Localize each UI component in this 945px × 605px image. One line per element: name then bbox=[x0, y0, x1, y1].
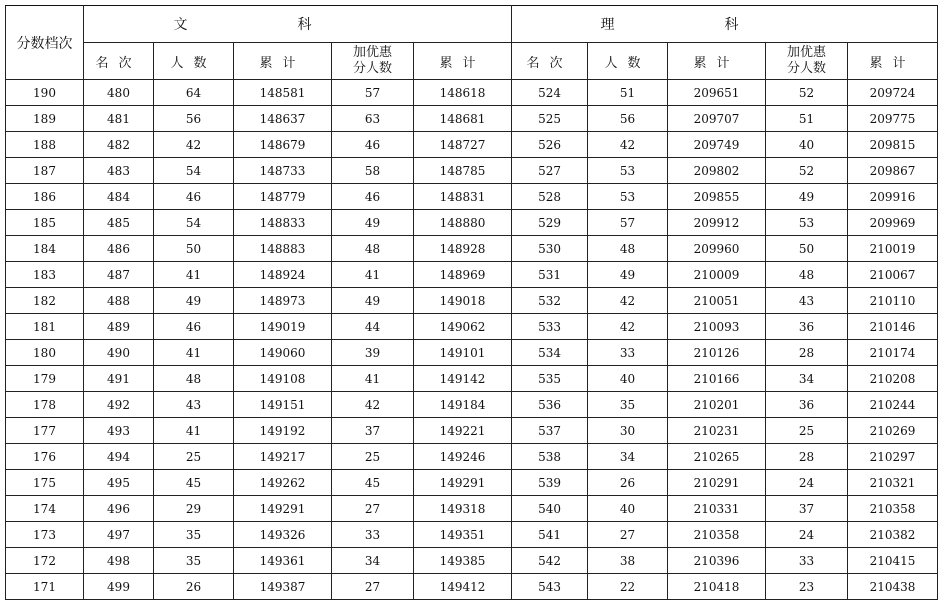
arts-cumulative-cell: 148581 bbox=[234, 80, 332, 106]
science-bonus-cumulative-cell: 209867 bbox=[848, 158, 938, 184]
arts-cumulative-cell: 149361 bbox=[234, 548, 332, 574]
science-rank-cell: 529 bbox=[512, 210, 588, 236]
arts-cumulative-cell: 148679 bbox=[234, 132, 332, 158]
table-row bbox=[6, 158, 938, 184]
arts-bonus-cumulative-cell: 148727 bbox=[414, 132, 512, 158]
table-row bbox=[6, 574, 938, 600]
table-row bbox=[6, 262, 938, 288]
science-bonus-count-cell: 34 bbox=[766, 366, 848, 392]
arts-rank-cell: 498 bbox=[84, 548, 154, 574]
header-row-columns bbox=[6, 43, 938, 80]
score-tier-cell: 182 bbox=[6, 288, 84, 314]
header-row-groups bbox=[6, 6, 938, 43]
arts-bonus-cumulative-cell: 149142 bbox=[414, 366, 512, 392]
science-bonus-count-cell: 53 bbox=[766, 210, 848, 236]
arts-cumulative-cell: 149217 bbox=[234, 444, 332, 470]
arts-cumulative-cell: 148637 bbox=[234, 106, 332, 132]
header-science-count: 人数 bbox=[588, 43, 668, 80]
arts-rank-cell: 489 bbox=[84, 314, 154, 340]
arts-bonus-count-cell: 49 bbox=[332, 288, 414, 314]
arts-cumulative-cell: 149326 bbox=[234, 522, 332, 548]
science-bonus-count-cell: 36 bbox=[766, 392, 848, 418]
science-bonus-cumulative-cell: 210269 bbox=[848, 418, 938, 444]
science-bonus-count-cell: 24 bbox=[766, 470, 848, 496]
arts-rank-cell: 484 bbox=[84, 184, 154, 210]
header-science-bonus-cumulative: 累计 bbox=[848, 43, 938, 80]
science-bonus-cumulative-cell: 210244 bbox=[848, 392, 938, 418]
arts-bonus-count-cell: 57 bbox=[332, 80, 414, 106]
science-rank-cell: 532 bbox=[512, 288, 588, 314]
science-bonus-cumulative-cell: 209916 bbox=[848, 184, 938, 210]
science-count-cell: 42 bbox=[588, 132, 668, 158]
science-count-cell: 30 bbox=[588, 418, 668, 444]
score-tier-cell: 186 bbox=[6, 184, 84, 210]
arts-rank-cell: 495 bbox=[84, 470, 154, 496]
science-cumulative-cell: 210291 bbox=[668, 470, 766, 496]
science-bonus-count-cell: 52 bbox=[766, 80, 848, 106]
science-rank-cell: 531 bbox=[512, 262, 588, 288]
score-tier-cell: 183 bbox=[6, 262, 84, 288]
arts-bonus-cumulative-cell: 149184 bbox=[414, 392, 512, 418]
arts-cumulative-cell: 149192 bbox=[234, 418, 332, 444]
arts-bonus-count-cell: 27 bbox=[332, 496, 414, 522]
arts-cumulative-cell: 149262 bbox=[234, 470, 332, 496]
arts-bonus-count-cell: 45 bbox=[332, 470, 414, 496]
table-header bbox=[6, 6, 938, 80]
science-bonus-count-cell: 28 bbox=[766, 340, 848, 366]
science-rank-cell: 530 bbox=[512, 236, 588, 262]
science-count-cell: 42 bbox=[588, 314, 668, 340]
arts-bonus-cumulative-cell: 148785 bbox=[414, 158, 512, 184]
arts-rank-cell: 499 bbox=[84, 574, 154, 600]
science-cumulative-cell: 209912 bbox=[668, 210, 766, 236]
science-bonus-cumulative-cell: 210358 bbox=[848, 496, 938, 522]
arts-rank-cell: 487 bbox=[84, 262, 154, 288]
science-bonus-cumulative-cell: 210019 bbox=[848, 236, 938, 262]
table-row bbox=[6, 184, 938, 210]
science-bonus-cumulative-cell: 209815 bbox=[848, 132, 938, 158]
arts-count-cell: 54 bbox=[154, 210, 234, 236]
science-bonus-count-cell: 24 bbox=[766, 522, 848, 548]
science-bonus-count-cell: 48 bbox=[766, 262, 848, 288]
arts-rank-cell: 486 bbox=[84, 236, 154, 262]
arts-count-cell: 26 bbox=[154, 574, 234, 600]
arts-cumulative-cell: 149387 bbox=[234, 574, 332, 600]
arts-count-cell: 35 bbox=[154, 522, 234, 548]
science-bonus-count-cell: 50 bbox=[766, 236, 848, 262]
science-rank-cell: 533 bbox=[512, 314, 588, 340]
arts-bonus-count-cell: 25 bbox=[332, 444, 414, 470]
science-count-cell: 49 bbox=[588, 262, 668, 288]
arts-bonus-count-cell: 58 bbox=[332, 158, 414, 184]
arts-bonus-cumulative-cell: 149412 bbox=[414, 574, 512, 600]
science-cumulative-cell: 210231 bbox=[668, 418, 766, 444]
science-bonus-cumulative-cell: 210067 bbox=[848, 262, 938, 288]
arts-bonus-count-cell: 63 bbox=[332, 106, 414, 132]
table-row bbox=[6, 340, 938, 366]
science-cumulative-cell: 209960 bbox=[668, 236, 766, 262]
score-tier-cell: 185 bbox=[6, 210, 84, 236]
science-count-cell: 51 bbox=[588, 80, 668, 106]
science-count-cell: 22 bbox=[588, 574, 668, 600]
arts-count-cell: 25 bbox=[154, 444, 234, 470]
science-rank-cell: 540 bbox=[512, 496, 588, 522]
score-tier-cell: 179 bbox=[6, 366, 84, 392]
science-cumulative-cell: 210201 bbox=[668, 392, 766, 418]
arts-count-cell: 48 bbox=[154, 366, 234, 392]
header-arts-bonus-cumulative: 累计 bbox=[414, 43, 512, 80]
science-bonus-cumulative-cell: 210321 bbox=[848, 470, 938, 496]
header-science-cumulative: 累计 bbox=[668, 43, 766, 80]
science-count-cell: 33 bbox=[588, 340, 668, 366]
science-cumulative-cell: 209707 bbox=[668, 106, 766, 132]
science-cumulative-cell: 209855 bbox=[668, 184, 766, 210]
arts-rank-cell: 492 bbox=[84, 392, 154, 418]
arts-bonus-cumulative-cell: 148969 bbox=[414, 262, 512, 288]
arts-bonus-count-cell: 33 bbox=[332, 522, 414, 548]
science-bonus-count-cell: 25 bbox=[766, 418, 848, 444]
science-bonus-cumulative-cell: 210146 bbox=[848, 314, 938, 340]
science-bonus-count-cell: 33 bbox=[766, 548, 848, 574]
arts-bonus-count-cell: 49 bbox=[332, 210, 414, 236]
header-arts-count: 人数 bbox=[154, 43, 234, 80]
science-bonus-cumulative-cell: 210110 bbox=[848, 288, 938, 314]
science-cumulative-cell: 210396 bbox=[668, 548, 766, 574]
science-bonus-count-cell: 28 bbox=[766, 444, 848, 470]
science-count-cell: 42 bbox=[588, 288, 668, 314]
arts-bonus-count-cell: 27 bbox=[332, 574, 414, 600]
arts-rank-cell: 497 bbox=[84, 522, 154, 548]
score-tier-cell: 180 bbox=[6, 340, 84, 366]
arts-rank-cell: 494 bbox=[84, 444, 154, 470]
arts-count-cell: 46 bbox=[154, 314, 234, 340]
arts-count-cell: 41 bbox=[154, 262, 234, 288]
science-cumulative-cell: 210093 bbox=[668, 314, 766, 340]
arts-bonus-cumulative-cell: 148831 bbox=[414, 184, 512, 210]
table-row bbox=[6, 418, 938, 444]
arts-rank-cell: 481 bbox=[84, 106, 154, 132]
header-arts-bonus-count: 加优惠 分人数 bbox=[332, 43, 414, 80]
header-arts-cumulative: 累计 bbox=[234, 43, 332, 80]
science-rank-cell: 525 bbox=[512, 106, 588, 132]
science-cumulative-cell: 209651 bbox=[668, 80, 766, 106]
table-row bbox=[6, 470, 938, 496]
table-row bbox=[6, 548, 938, 574]
science-count-cell: 57 bbox=[588, 210, 668, 236]
table-row bbox=[6, 522, 938, 548]
score-tier-cell: 171 bbox=[6, 574, 84, 600]
science-rank-cell: 527 bbox=[512, 158, 588, 184]
arts-bonus-cumulative-cell: 149018 bbox=[414, 288, 512, 314]
science-bonus-cumulative-cell: 209969 bbox=[848, 210, 938, 236]
arts-bonus-cumulative-cell: 149062 bbox=[414, 314, 512, 340]
arts-rank-cell: 483 bbox=[84, 158, 154, 184]
header-arts-rank: 名次 bbox=[84, 43, 154, 80]
arts-bonus-count-cell: 46 bbox=[332, 132, 414, 158]
arts-bonus-count-cell: 41 bbox=[332, 366, 414, 392]
arts-cumulative-cell: 149108 bbox=[234, 366, 332, 392]
arts-cumulative-cell: 148733 bbox=[234, 158, 332, 184]
science-count-cell: 53 bbox=[588, 158, 668, 184]
science-rank-cell: 537 bbox=[512, 418, 588, 444]
arts-cumulative-cell: 149151 bbox=[234, 392, 332, 418]
science-bonus-count-cell: 52 bbox=[766, 158, 848, 184]
score-tier-cell: 188 bbox=[6, 132, 84, 158]
header-arts-group: 文科 bbox=[84, 6, 512, 43]
science-bonus-count-cell: 36 bbox=[766, 314, 848, 340]
science-bonus-count-cell: 23 bbox=[766, 574, 848, 600]
arts-cumulative-cell: 148973 bbox=[234, 288, 332, 314]
science-cumulative-cell: 210009 bbox=[668, 262, 766, 288]
science-bonus-count-cell: 40 bbox=[766, 132, 848, 158]
science-count-cell: 56 bbox=[588, 106, 668, 132]
arts-count-cell: 41 bbox=[154, 418, 234, 444]
science-cumulative-cell: 210051 bbox=[668, 288, 766, 314]
score-tier-cell: 173 bbox=[6, 522, 84, 548]
science-cumulative-cell: 210126 bbox=[668, 340, 766, 366]
arts-count-cell: 54 bbox=[154, 158, 234, 184]
score-tier-cell: 175 bbox=[6, 470, 84, 496]
arts-bonus-count-cell: 46 bbox=[332, 184, 414, 210]
header-science-rank: 名次 bbox=[512, 43, 588, 80]
arts-rank-cell: 496 bbox=[84, 496, 154, 522]
arts-bonus-cumulative-cell: 149221 bbox=[414, 418, 512, 444]
arts-bonus-cumulative-cell: 149101 bbox=[414, 340, 512, 366]
table-row bbox=[6, 496, 938, 522]
arts-count-cell: 46 bbox=[154, 184, 234, 210]
science-bonus-count-cell: 43 bbox=[766, 288, 848, 314]
science-rank-cell: 542 bbox=[512, 548, 588, 574]
arts-cumulative-cell: 149291 bbox=[234, 496, 332, 522]
science-rank-cell: 524 bbox=[512, 80, 588, 106]
arts-count-cell: 29 bbox=[154, 496, 234, 522]
science-cumulative-cell: 210331 bbox=[668, 496, 766, 522]
arts-bonus-count-cell: 42 bbox=[332, 392, 414, 418]
table-row bbox=[6, 210, 938, 236]
science-cumulative-cell: 210418 bbox=[668, 574, 766, 600]
arts-bonus-count-cell: 34 bbox=[332, 548, 414, 574]
science-cumulative-cell: 210166 bbox=[668, 366, 766, 392]
science-bonus-cumulative-cell: 210174 bbox=[848, 340, 938, 366]
science-count-cell: 48 bbox=[588, 236, 668, 262]
arts-bonus-cumulative-cell: 148928 bbox=[414, 236, 512, 262]
science-bonus-cumulative-cell: 210415 bbox=[848, 548, 938, 574]
arts-rank-cell: 493 bbox=[84, 418, 154, 444]
table-row bbox=[6, 288, 938, 314]
arts-bonus-cumulative-cell: 148618 bbox=[414, 80, 512, 106]
arts-bonus-count-cell: 39 bbox=[332, 340, 414, 366]
table-row bbox=[6, 444, 938, 470]
science-cumulative-cell: 209749 bbox=[668, 132, 766, 158]
arts-count-cell: 50 bbox=[154, 236, 234, 262]
arts-rank-cell: 485 bbox=[84, 210, 154, 236]
table-row bbox=[6, 236, 938, 262]
science-count-cell: 34 bbox=[588, 444, 668, 470]
score-tier-cell: 184 bbox=[6, 236, 84, 262]
arts-count-cell: 42 bbox=[154, 132, 234, 158]
science-cumulative-cell: 209802 bbox=[668, 158, 766, 184]
science-bonus-cumulative-cell: 210297 bbox=[848, 444, 938, 470]
arts-bonus-cumulative-cell: 149351 bbox=[414, 522, 512, 548]
arts-bonus-count-cell: 41 bbox=[332, 262, 414, 288]
arts-bonus-cumulative-cell: 148681 bbox=[414, 106, 512, 132]
science-count-cell: 40 bbox=[588, 366, 668, 392]
score-tier-cell: 172 bbox=[6, 548, 84, 574]
science-count-cell: 53 bbox=[588, 184, 668, 210]
arts-cumulative-cell: 149019 bbox=[234, 314, 332, 340]
science-count-cell: 40 bbox=[588, 496, 668, 522]
science-rank-cell: 541 bbox=[512, 522, 588, 548]
arts-bonus-cumulative-cell: 149385 bbox=[414, 548, 512, 574]
science-rank-cell: 535 bbox=[512, 366, 588, 392]
arts-count-cell: 43 bbox=[154, 392, 234, 418]
science-cumulative-cell: 210358 bbox=[668, 522, 766, 548]
arts-count-cell: 56 bbox=[154, 106, 234, 132]
arts-bonus-count-cell: 37 bbox=[332, 418, 414, 444]
score-tier-cell: 174 bbox=[6, 496, 84, 522]
arts-cumulative-cell: 148779 bbox=[234, 184, 332, 210]
table-row bbox=[6, 106, 938, 132]
table-body bbox=[6, 80, 938, 600]
arts-rank-cell: 491 bbox=[84, 366, 154, 392]
science-rank-cell: 538 bbox=[512, 444, 588, 470]
score-tier-cell: 189 bbox=[6, 106, 84, 132]
table-row bbox=[6, 132, 938, 158]
arts-bonus-count-cell: 48 bbox=[332, 236, 414, 262]
science-count-cell: 27 bbox=[588, 522, 668, 548]
table-row bbox=[6, 80, 938, 106]
science-count-cell: 38 bbox=[588, 548, 668, 574]
science-rank-cell: 539 bbox=[512, 470, 588, 496]
arts-cumulative-cell: 148924 bbox=[234, 262, 332, 288]
score-distribution-table bbox=[5, 5, 938, 600]
science-count-cell: 26 bbox=[588, 470, 668, 496]
science-bonus-count-cell: 51 bbox=[766, 106, 848, 132]
arts-count-cell: 41 bbox=[154, 340, 234, 366]
score-tier-cell: 187 bbox=[6, 158, 84, 184]
table-row bbox=[6, 314, 938, 340]
arts-count-cell: 49 bbox=[154, 288, 234, 314]
arts-cumulative-cell: 148833 bbox=[234, 210, 332, 236]
science-bonus-count-cell: 37 bbox=[766, 496, 848, 522]
science-bonus-cumulative-cell: 210382 bbox=[848, 522, 938, 548]
science-rank-cell: 526 bbox=[512, 132, 588, 158]
arts-bonus-cumulative-cell: 149318 bbox=[414, 496, 512, 522]
science-bonus-cumulative-cell: 209775 bbox=[848, 106, 938, 132]
score-tier-cell: 178 bbox=[6, 392, 84, 418]
science-rank-cell: 543 bbox=[512, 574, 588, 600]
arts-rank-cell: 480 bbox=[84, 80, 154, 106]
science-rank-cell: 534 bbox=[512, 340, 588, 366]
score-tier-cell: 177 bbox=[6, 418, 84, 444]
arts-cumulative-cell: 149060 bbox=[234, 340, 332, 366]
header-science-group: 理科 bbox=[512, 6, 938, 43]
arts-bonus-cumulative-cell: 148880 bbox=[414, 210, 512, 236]
science-bonus-cumulative-cell: 210438 bbox=[848, 574, 938, 600]
header-science-bonus-count: 加优惠 分人数 bbox=[766, 43, 848, 80]
science-cumulative-cell: 210265 bbox=[668, 444, 766, 470]
science-rank-cell: 536 bbox=[512, 392, 588, 418]
arts-bonus-cumulative-cell: 149246 bbox=[414, 444, 512, 470]
score-tier-cell: 181 bbox=[6, 314, 84, 340]
arts-rank-cell: 490 bbox=[84, 340, 154, 366]
arts-rank-cell: 482 bbox=[84, 132, 154, 158]
arts-count-cell: 35 bbox=[154, 548, 234, 574]
score-tier-cell: 190 bbox=[6, 80, 84, 106]
science-count-cell: 35 bbox=[588, 392, 668, 418]
header-score-tier: 分数档次 bbox=[6, 6, 84, 80]
arts-bonus-cumulative-cell: 149291 bbox=[414, 470, 512, 496]
arts-count-cell: 64 bbox=[154, 80, 234, 106]
science-rank-cell: 528 bbox=[512, 184, 588, 210]
table-row bbox=[6, 392, 938, 418]
arts-bonus-count-cell: 44 bbox=[332, 314, 414, 340]
science-bonus-cumulative-cell: 209724 bbox=[848, 80, 938, 106]
arts-rank-cell: 488 bbox=[84, 288, 154, 314]
arts-count-cell: 45 bbox=[154, 470, 234, 496]
score-tier-cell: 176 bbox=[6, 444, 84, 470]
table-row bbox=[6, 366, 938, 392]
science-bonus-count-cell: 49 bbox=[766, 184, 848, 210]
arts-cumulative-cell: 148883 bbox=[234, 236, 332, 262]
science-bonus-cumulative-cell: 210208 bbox=[848, 366, 938, 392]
